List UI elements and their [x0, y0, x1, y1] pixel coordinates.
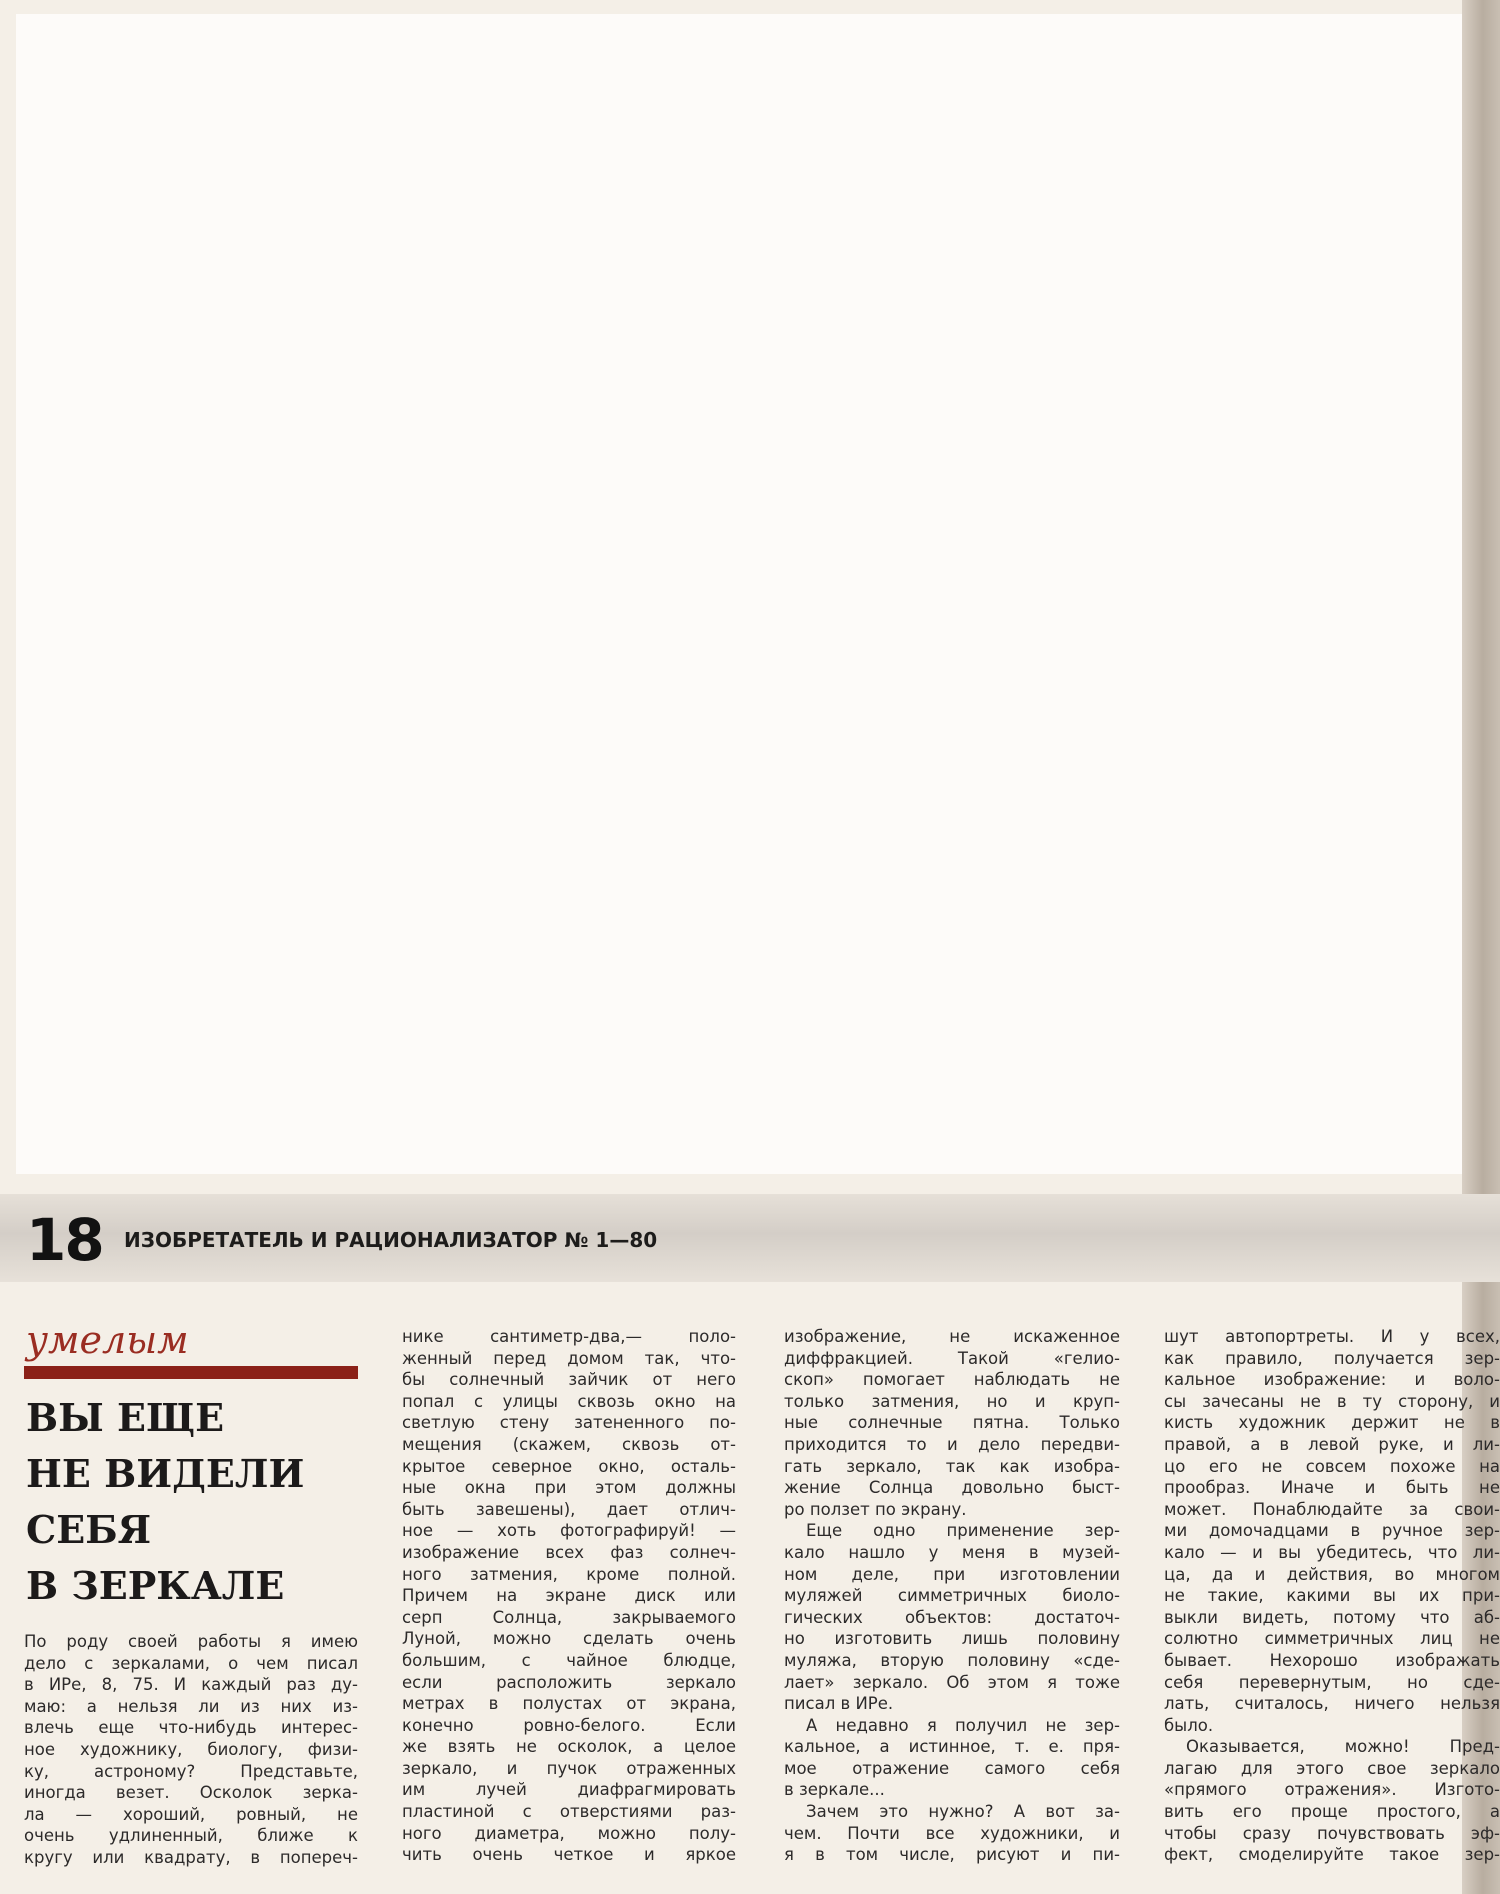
text-line: ное художнику, биологу, физи- — [24, 1739, 358, 1759]
text-line: изображение, не искаженное — [784, 1327, 1120, 1346]
body-column-2 — [402, 1326, 736, 1866]
article-headline — [26, 1390, 366, 1614]
text-line: шут автопортреты. И у всех, — [1164, 1327, 1500, 1346]
text-line: гических объектов: достаточ- — [784, 1607, 1120, 1627]
text-line: кисть художник держит не в — [1164, 1413, 1500, 1433]
text-line: лает» зеркало. Об этом я тоже — [784, 1672, 1120, 1692]
body-column-4 — [1164, 1326, 1500, 1866]
text-line: им лучей диафрагмировать — [402, 1780, 736, 1800]
text-line: скоп» помогает наблюдать не — [784, 1370, 1120, 1390]
text-line: Луной, можно сделать очень — [402, 1629, 736, 1649]
headline-line: СЕБЯ — [26, 1507, 152, 1552]
text-line: пластиной с отверстиями раз- — [402, 1802, 736, 1822]
text-line: лать, считалось, ничего нельзя — [1164, 1694, 1500, 1714]
text-line: «прямого отражения». Изгото- — [1164, 1780, 1500, 1800]
text-line: ку, астроному? Представьте, — [24, 1761, 358, 1781]
text-line: диффракцией. Такой «гелио- — [784, 1348, 1120, 1368]
body-column-1 — [24, 1631, 358, 1869]
blank-upper-area — [16, 14, 1490, 1174]
headline-line: НЕ ВИДЕЛИ — [26, 1451, 305, 1496]
text-line: бы солнечный зайчик от него — [402, 1370, 736, 1390]
text-line: крытое северное окно, осталь- — [402, 1456, 736, 1476]
text-line: не такие, какими вы их при- — [1164, 1586, 1500, 1606]
text-line: же взять не осколок, а целое — [402, 1737, 736, 1757]
text-line: ном деле, при изготовлении — [784, 1564, 1120, 1584]
text-line: чить очень четкое и яркое — [402, 1845, 736, 1865]
text-line: кальное изображение: и воло- — [1164, 1370, 1500, 1390]
text-line: кало — и вы убедитесь, что ли- — [1164, 1542, 1500, 1562]
text-line: Причем на экране диск или — [402, 1586, 736, 1606]
text-line: очень удлиненный, ближе к — [24, 1826, 358, 1846]
text-line: ла — хороший, ровный, не — [24, 1804, 358, 1824]
text-line: солютно симметричных лиц не — [1164, 1629, 1500, 1649]
text-line: если расположить зеркало — [402, 1672, 736, 1692]
page-number: 18 — [26, 1206, 103, 1274]
text-line: ми домочадцами в ручное зер- — [1164, 1521, 1500, 1541]
text-line: зеркало, и пучок отраженных — [402, 1758, 736, 1778]
text-line: ца, да и действия, во многом — [1164, 1564, 1500, 1584]
text-line: изображение всех фаз солнеч- — [402, 1542, 736, 1562]
text-line: ное — хоть фотографируй! — — [402, 1521, 736, 1541]
text-line: маю: а нельзя ли из них из- — [24, 1696, 358, 1716]
text-line: лагаю для этого свое зеркало — [1164, 1758, 1500, 1778]
text-line: нике сантиметр-два,— поло- — [402, 1327, 736, 1346]
text-line: ные солнечные пятна. Только — [784, 1413, 1120, 1433]
text-line: Зачем это нужно? А вот за- — [806, 1802, 1120, 1822]
text-line: было. — [1164, 1715, 1214, 1735]
text-line: муляжей симметричных биоло- — [784, 1586, 1120, 1606]
text-line: большим, с чайное блюдце, — [402, 1650, 736, 1670]
text-line: но изготовить лишь половину — [784, 1629, 1120, 1649]
text-line: влечь еще что-нибудь интерес- — [24, 1718, 358, 1738]
text-line: А недавно я получил не зер- — [806, 1715, 1120, 1735]
text-line: попал с улицы сквозь окно на — [402, 1391, 736, 1411]
rubric-divider — [24, 1366, 358, 1379]
text-line: я в том числе, рисуют и пи- — [784, 1845, 1120, 1865]
text-line: мое отражение самого себя — [784, 1758, 1120, 1778]
journal-title: ИЗОБРЕТАТЕЛЬ И РАЦИОНАЛИЗАТОР № 1—80 — [124, 1228, 658, 1252]
text-line: выкли видеть, потому что аб- — [1164, 1607, 1500, 1627]
text-line: ного диаметра, можно полу- — [402, 1823, 736, 1843]
text-line: иногда везет. Осколок зерка- — [24, 1783, 358, 1803]
text-line: кальное, а истинное, т. е. пря- — [784, 1737, 1120, 1757]
headline-line: В ЗЕРКАЛЕ — [26, 1563, 285, 1608]
text-line: женный перед домом так, что- — [402, 1348, 736, 1368]
text-line: гать зеркало, так как изобра- — [784, 1456, 1120, 1476]
text-line: бывает. Нехорошо изображать — [1164, 1650, 1500, 1670]
headline-line: ВЫ ЕЩЕ — [26, 1395, 225, 1440]
text-line: приходится то и дело передви- — [784, 1434, 1120, 1454]
text-line: быть завешены), дает отлич- — [402, 1499, 736, 1519]
text-line: в ИРе, 8, 75. И каждый раз ду- — [24, 1675, 358, 1695]
text-line: прообраз. Иначе и быть не — [1164, 1478, 1500, 1498]
text-line: кало нашло у меня в музей- — [784, 1542, 1120, 1562]
text-line: чтобы сразу почувствовать эф- — [1164, 1823, 1500, 1843]
text-line: метрах в полустах от экрана, — [402, 1694, 736, 1714]
text-line: как правило, получается зер- — [1164, 1348, 1500, 1368]
text-line: конечно ровно-белого. Если — [402, 1715, 736, 1735]
text-line: Оказывается, можно! Пред- — [1186, 1737, 1500, 1757]
text-line: светлую стену затененного по- — [402, 1413, 736, 1433]
text-line: ные окна при этом должны — [402, 1478, 736, 1498]
text-line: муляжа, вторую половину «сде- — [784, 1650, 1120, 1670]
text-line: вить его проще простого, а — [1164, 1802, 1500, 1822]
text-line: жение Солнца довольно быст- — [784, 1478, 1120, 1498]
text-line: мещения (скажем, сквозь от- — [402, 1434, 736, 1454]
text-line: правой, а в левой руке, и ли- — [1164, 1434, 1500, 1454]
text-line: сы зачесаны не в ту сторону, и — [1164, 1391, 1500, 1411]
text-line: в зеркале... — [784, 1780, 885, 1800]
text-line: серп Солнца, закрываемого — [402, 1607, 736, 1627]
text-line: цо его не совсем похоже на — [1164, 1456, 1500, 1476]
body-column-3 — [784, 1326, 1120, 1866]
text-line: По роду своей работы я имею — [24, 1632, 358, 1651]
text-line: Еще одно применение зер- — [806, 1521, 1120, 1541]
text-line: себя перевернутым, но сде- — [1164, 1672, 1500, 1692]
rubric-label: умелым — [26, 1318, 189, 1362]
text-line: чем. Почти все художники, и — [784, 1823, 1120, 1843]
text-line: дело с зеркалами, о чем писал — [24, 1653, 358, 1673]
text-line: может. Понаблюдайте за свои- — [1164, 1499, 1500, 1519]
text-line: ного затмения, кроме полной. — [402, 1564, 736, 1584]
text-line: писал в ИРе. — [784, 1694, 894, 1714]
text-line: ро ползет по экрану. — [784, 1499, 967, 1519]
text-line: фект, смоделируйте такое зер- — [1164, 1845, 1500, 1865]
text-line: только затмения, но и круп- — [784, 1391, 1120, 1411]
text-line: кругу или квадрату, в попереч- — [24, 1847, 358, 1867]
